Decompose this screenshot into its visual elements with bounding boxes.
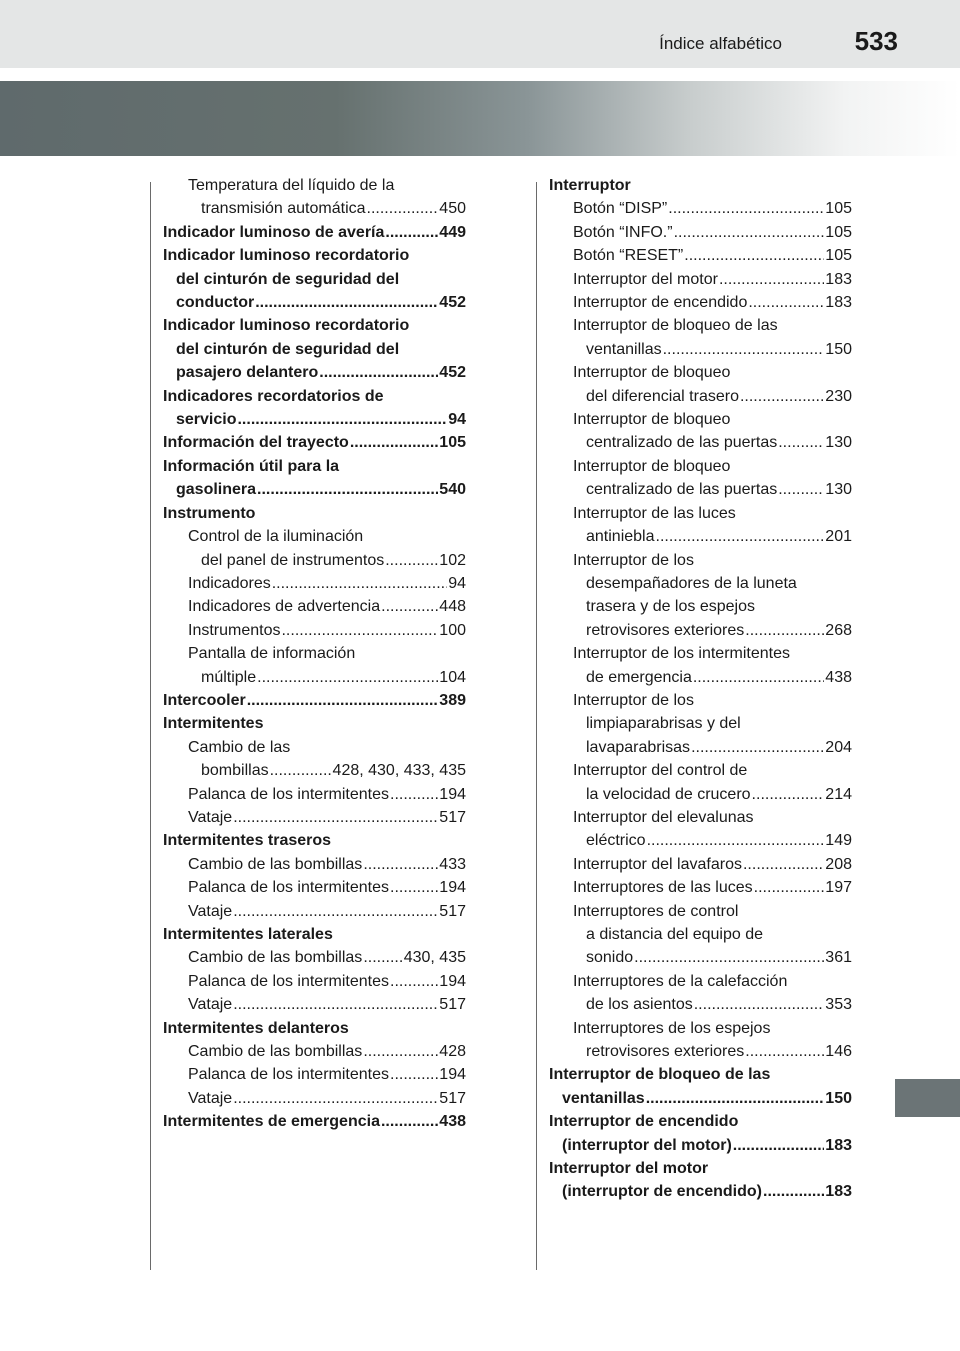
dot-leader [381, 1110, 438, 1133]
dot-leader [385, 549, 438, 572]
index-entry-text: del cinturón de seguridad del [176, 270, 400, 288]
index-entry-text: lavaparabrisas [586, 738, 691, 756]
column-divider-right [536, 182, 537, 1270]
index-entry [549, 853, 852, 876]
index-entry [163, 666, 466, 689]
index-entry [163, 900, 466, 923]
index-entry-text: Palanca de los intermitentes [188, 1066, 389, 1084]
index-entry-text: Interruptor de bloqueo [573, 457, 731, 475]
index-entry [163, 806, 466, 829]
index-entry [549, 268, 852, 291]
index-entry [549, 431, 852, 454]
index-entry-text: Vataje [188, 1089, 233, 1107]
index-entry-page: 230 [825, 387, 852, 405]
dot-leader [233, 900, 438, 923]
index-entry [163, 876, 466, 899]
index-entry-text: Vataje [188, 808, 233, 826]
index-entry-text: centralizado de las puertas [586, 434, 778, 452]
index-entry-text: Intermitentes delanteros [163, 1019, 349, 1037]
index-entry-text: Intermitentes traseros [163, 832, 332, 850]
index-entry [163, 361, 466, 384]
index-entry-text: Indicador luminoso recordatorio [163, 317, 410, 335]
dot-leader [752, 783, 825, 806]
index-entry-text: de los asientos [586, 996, 693, 1014]
index-entry-page: 183 [825, 294, 852, 312]
index-entry-text: Interruptor de bloqueo [573, 411, 731, 429]
column-divider-left [150, 182, 151, 1270]
index-entry [163, 502, 466, 525]
index-entry-page: 183 [825, 270, 852, 288]
index-entry [549, 478, 852, 501]
dot-leader [363, 1040, 438, 1063]
index-entry-text: gasolinera [176, 481, 257, 499]
dot-leader [668, 197, 824, 220]
dot-leader [281, 619, 438, 642]
dot-leader [390, 783, 438, 806]
index-entry-text: Interruptor de los [573, 691, 694, 709]
index-entry [163, 338, 466, 361]
index-entry-text: múltiple [201, 668, 257, 686]
index-entry-page: 517 [439, 902, 466, 920]
index-entry-text: (interruptor de encendido) [562, 1183, 762, 1201]
index-entry [549, 291, 852, 314]
index-entry [549, 736, 852, 759]
index-entry [163, 736, 466, 759]
index-entry [163, 244, 466, 267]
dot-leader [350, 431, 438, 454]
index-entry [163, 1017, 466, 1040]
index-entry-text: Cambio de las bombillas [188, 1043, 363, 1061]
index-entry-text: retrovisores exteriores [586, 1043, 745, 1061]
index-entry [163, 385, 466, 408]
index-entry [549, 174, 852, 197]
index-entry-text: antiniebla [586, 528, 655, 546]
index-entry [549, 759, 852, 782]
dot-leader [763, 1180, 824, 1203]
dot-leader [390, 970, 438, 993]
index-entry [549, 1063, 852, 1086]
index-entry [163, 1040, 466, 1063]
index-entry-text: Interruptor del motor [549, 1160, 709, 1178]
dot-leader [719, 268, 824, 291]
dot-leader [233, 993, 438, 1016]
index-entry [549, 900, 852, 923]
index-entry [549, 876, 852, 899]
dot-leader [390, 1063, 438, 1086]
index-entry [163, 923, 466, 946]
index-entry-text: servicio [176, 411, 237, 429]
index-entry-page: 104 [439, 668, 466, 686]
index-entry [549, 549, 852, 572]
index-entry-text: Vataje [188, 996, 233, 1014]
index-entry-text: Intercooler [163, 691, 246, 709]
index-entry [549, 197, 852, 220]
index-entry [163, 455, 466, 478]
dot-leader [740, 385, 824, 408]
index-entry [549, 385, 852, 408]
index-entry-text: Interruptor del motor [573, 270, 718, 288]
index-entry-text: retrovisores exteriores [586, 621, 745, 639]
index-column-right [549, 174, 852, 1204]
index-entry-text: sonido [586, 949, 634, 967]
dot-leader [390, 876, 438, 899]
index-entry-page: 389 [439, 691, 466, 709]
index-entry-text: centralizado de las puertas [586, 481, 778, 499]
index-entry-text: Botón “INFO.” [573, 223, 673, 241]
index-entry [549, 1134, 852, 1157]
index-column-left [163, 174, 466, 1134]
index-entry-page: 438 [825, 668, 852, 686]
dot-leader [656, 525, 825, 548]
index-entry-text: Interruptores de la calefacción [573, 972, 788, 990]
index-entry [549, 408, 852, 431]
index-entry-page: 102 [439, 551, 466, 569]
dot-leader [694, 993, 825, 1016]
index-entry [549, 221, 852, 244]
dot-leader [754, 876, 825, 899]
dot-leader [247, 689, 439, 712]
index-entry [163, 970, 466, 993]
dot-leader [272, 572, 447, 595]
index-entry-text: Botón “DISP” [573, 200, 668, 218]
dot-leader [363, 946, 402, 969]
index-entry [163, 946, 466, 969]
index-entry [163, 268, 466, 291]
index-entry [549, 314, 852, 337]
dot-leader [381, 595, 438, 618]
index-entry-page: 204 [825, 738, 852, 756]
index-entry-page: 433 [439, 855, 466, 873]
header-band [0, 0, 960, 68]
dot-leader [693, 666, 824, 689]
index-entry [163, 1110, 466, 1133]
index-entry-page: 438 [439, 1113, 466, 1131]
dot-leader [257, 666, 438, 689]
index-entry-page: 183 [825, 1136, 852, 1154]
dot-leader [319, 361, 438, 384]
index-entry-text: del diferencial trasero [586, 387, 739, 405]
dot-leader [691, 736, 824, 759]
dot-leader [663, 338, 825, 361]
index-entry-page: 183 [825, 1183, 852, 1201]
dot-leader [237, 408, 447, 431]
index-entry-page: 430, 435 [403, 949, 466, 967]
index-entry-text: Indicadores [188, 574, 271, 592]
index-entry [163, 1087, 466, 1110]
index-entry-text: Temperatura del líquido de la [188, 177, 395, 194]
index-entry-text: Indicador luminoso recordatorio [163, 247, 410, 265]
index-entry [163, 993, 466, 1016]
index-entry-page: 130 [825, 434, 852, 452]
index-entry-text: conductor [176, 294, 255, 312]
index-entry [549, 1087, 852, 1110]
dot-leader [233, 1087, 438, 1110]
dot-leader [385, 221, 438, 244]
index-entry-page: 208 [825, 855, 852, 873]
index-entry [163, 291, 466, 314]
index-entry-text: (interruptor del motor) [562, 1136, 732, 1154]
index-entry [163, 595, 466, 618]
index-entry-text: Interruptor del elevalunas [573, 808, 754, 826]
dot-leader [674, 221, 825, 244]
index-entry-text: Palanca de los intermitentes [188, 879, 389, 897]
index-entry [163, 478, 466, 501]
dot-leader [646, 1087, 825, 1110]
index-entry-page: 150 [825, 340, 852, 358]
index-entry-page: 150 [825, 1089, 852, 1107]
index-entry [163, 221, 466, 244]
index-entry-text: Instrumentos [188, 621, 281, 639]
index-entry [549, 338, 852, 361]
dot-leader [745, 1040, 824, 1063]
index-entry [549, 712, 852, 735]
index-entry [163, 712, 466, 735]
index-entry-text: a distancia del equipo de [586, 926, 764, 943]
index-entry [163, 549, 466, 572]
index-entry [163, 174, 466, 197]
dot-leader [233, 806, 438, 829]
index-entry-text: Interruptor del control de [573, 762, 748, 780]
index-entry-text: Cambio de las bombillas [188, 949, 363, 967]
index-entry [163, 572, 466, 595]
index-entry [549, 619, 852, 642]
index-entry-page: 517 [439, 996, 466, 1014]
index-entry-text: limpiaparabrisas y del [586, 715, 741, 733]
index-entry [163, 853, 466, 876]
index-entry-page: 146 [825, 1043, 852, 1061]
index-entry-page: 449 [439, 223, 466, 241]
index-entry-page: 100 [439, 621, 466, 639]
decorative-gradient-bar [0, 81, 960, 156]
index-entry-page: 201 [825, 528, 852, 546]
index-entry-text: Interruptor de bloqueo [573, 364, 731, 382]
index-entry [549, 689, 852, 712]
index-entry-text: del cinturón de seguridad del [176, 340, 400, 358]
index-entry [163, 642, 466, 665]
index-entry [549, 783, 852, 806]
index-entry-page: 197 [825, 879, 852, 897]
index-entry [549, 525, 852, 548]
index-entry-page: 361 [825, 949, 852, 967]
index-entry [163, 197, 466, 220]
index-entry [549, 595, 852, 618]
index-entry-text: bombillas [201, 762, 269, 780]
index-entry-text: Interruptor de los intermitentes [573, 645, 790, 663]
index-entry-text: Intermitentes [163, 715, 264, 733]
index-entry-text: Botón “RESET” [573, 247, 684, 265]
index-entry-page: 194 [439, 879, 466, 897]
index-entry-text: Interruptor de encendido [549, 1113, 739, 1131]
index-entry-page: 149 [825, 832, 852, 850]
index-entry-page: 105 [825, 200, 852, 218]
index-entry-page: 428, 430, 433, 435 [332, 762, 466, 780]
index-entry-text: la velocidad de crucero [586, 785, 751, 803]
index-entry-text: Interruptores de las luces [573, 879, 753, 897]
index-entry-page: 94 [448, 411, 466, 429]
index-entry-page: 105 [825, 247, 852, 265]
index-entry [163, 408, 466, 431]
index-entry-text: Intermitentes laterales [163, 926, 333, 943]
index-entry-text: Cambio de las bombillas [188, 855, 363, 873]
index-entry-page: 268 [825, 621, 852, 639]
index-entry [163, 783, 466, 806]
index-entry [549, 1040, 852, 1063]
index-entry-page: 130 [825, 481, 852, 499]
index-entry [549, 1180, 852, 1203]
index-entry [163, 829, 466, 852]
index-entry-text: Interruptor de los [573, 551, 694, 569]
dot-leader [733, 1134, 825, 1157]
index-entry-text: Palanca de los intermitentes [188, 972, 389, 990]
index-entry-text: ventanillas [586, 340, 662, 358]
index-entry-text: Control de la iluminación [188, 528, 364, 546]
dot-leader [778, 478, 824, 501]
dot-leader [778, 431, 824, 454]
index-entry-text: Instrumento [163, 504, 256, 522]
index-entry-text: Indicador luminoso de avería [163, 223, 385, 241]
index-entry-text: Interruptor de encendido [573, 294, 748, 312]
index-entry-text: Interruptores de control [573, 902, 739, 920]
dot-leader [257, 478, 438, 501]
index-entry-text: desempañadores de la luneta [586, 574, 797, 592]
index-entry [549, 502, 852, 525]
index-entry-text: trasera y de los espejos [586, 598, 755, 616]
index-entry [549, 361, 852, 384]
index-entry [549, 970, 852, 993]
index-entry [549, 642, 852, 665]
index-entry [549, 1110, 852, 1133]
index-entry-text: Interruptor [549, 177, 631, 194]
index-entry-page: 540 [439, 481, 466, 499]
index-entry-page: 105 [439, 434, 466, 452]
index-entry-text: eléctrico [586, 832, 646, 850]
index-entry-text: Interruptor de las luces [573, 504, 736, 522]
index-entry-text: Palanca de los intermitentes [188, 785, 389, 803]
index-entry-page: 517 [439, 808, 466, 826]
index-entry [549, 806, 852, 829]
index-entry-text: Pantalla de información [188, 645, 356, 663]
index-entry-page: 450 [439, 200, 466, 218]
index-entry [163, 619, 466, 642]
index-entry-text: Información del trayecto [163, 434, 349, 452]
dot-leader [684, 244, 824, 267]
index-entry [549, 455, 852, 478]
index-entry-text: Cambio de las [188, 738, 291, 756]
index-entry-text: Interruptor de bloqueo de las [573, 317, 778, 335]
index-entry [549, 829, 852, 852]
index-entry [163, 431, 466, 454]
index-entry [163, 759, 466, 782]
index-entry-page: 428 [439, 1043, 466, 1061]
index-entry-text: ventanillas [562, 1089, 645, 1107]
dot-leader [634, 946, 824, 969]
index-entry-text: transmisión automática [201, 200, 366, 218]
section-title: Índice alfabético [659, 34, 782, 53]
index-entry-text: del panel de instrumentos [201, 551, 385, 569]
dot-leader [745, 619, 824, 642]
index-entry [549, 1157, 852, 1180]
index-entry-page: 194 [439, 785, 466, 803]
index-entry [549, 244, 852, 267]
index-entry-page: 214 [825, 785, 852, 803]
index-entry-text: Interruptor del lavafaros [573, 855, 742, 873]
index-entry-page: 452 [439, 294, 466, 312]
dot-leader [743, 853, 824, 876]
page-number: 533 [854, 26, 898, 56]
index-entry-page: 353 [825, 996, 852, 1014]
index-entry [163, 314, 466, 337]
index-entry-page: 448 [439, 598, 466, 616]
index-entry [549, 572, 852, 595]
dot-leader [647, 829, 825, 852]
dot-leader [363, 853, 438, 876]
index-entry-page: 194 [439, 972, 466, 990]
index-entry-text: Interruptor de bloqueo de las [549, 1066, 771, 1084]
dot-leader [748, 291, 824, 314]
index-entry-text: Interruptores de los espejos [573, 1019, 771, 1037]
index-entry-text: de emergencia [586, 668, 692, 686]
dot-leader [270, 759, 332, 782]
index-entry [163, 689, 466, 712]
index-entry-text: pasajero delantero [176, 364, 319, 382]
dot-leader [255, 291, 438, 314]
index-entry-page: 517 [439, 1089, 466, 1107]
index-entry-text: Vataje [188, 902, 233, 920]
index-entry [549, 1017, 852, 1040]
index-entry-text: Información útil para la [163, 457, 340, 475]
section-thumb-tab [895, 1079, 960, 1117]
index-entry-text: Indicadores recordatorios de [163, 387, 384, 405]
index-entry-page: 105 [825, 223, 852, 241]
index-entry [163, 525, 466, 548]
index-entry [549, 923, 852, 946]
index-entry-page: 452 [439, 364, 466, 382]
index-entry [549, 993, 852, 1016]
index-entry-page: 94 [448, 574, 466, 592]
dot-leader [367, 197, 439, 220]
index-entry-page: 194 [439, 1066, 466, 1084]
index-entry [163, 1063, 466, 1086]
index-entry-text: Intermitentes de emergencia [163, 1113, 380, 1131]
index-entry [549, 946, 852, 969]
index-entry [549, 666, 852, 689]
index-entry-text: Indicadores de advertencia [188, 598, 381, 616]
